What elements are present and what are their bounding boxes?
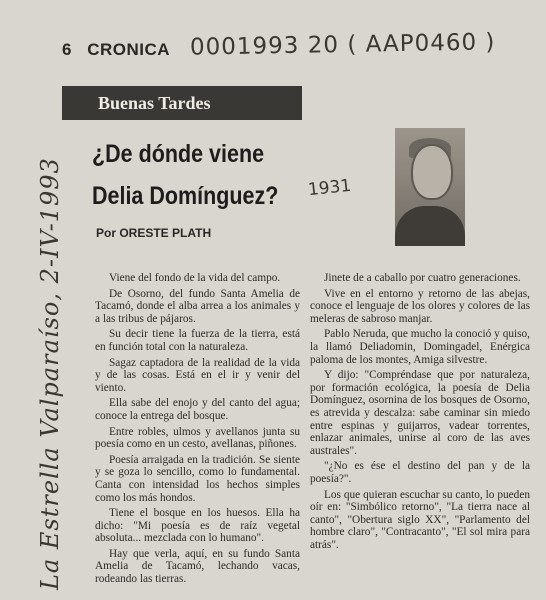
headline xyxy=(92,133,281,217)
section-name: CRONICA xyxy=(87,40,171,59)
headline-line-1: ¿De dónde viene xyxy=(92,140,265,168)
author-portrait xyxy=(395,128,465,246)
paragraph: Hay que verla, aquí, en su fundo Santa Amelia de Tacamó, lechando vacas, rodeando las tierras. xyxy=(95,547,300,586)
paragraph: Y dijo: "Compréndase que por naturaleza, por formación ecológica, la poesía de Delia Domínguez, osornina de los bosques de Osorno, es atrevida y descalza: sabe caminar sin miedo entre espinas y guijarros, vadear torrentes, enlazar animales, unirse al coro de las aves australes". xyxy=(310,369,530,457)
paragraph: Viene del fondo de la vida del campo. xyxy=(109,272,281,284)
paragraph: Jinete de a caballo por cuatro generaciones. xyxy=(324,272,521,284)
paragraph: Sagaz captadora de la realidad de la vida y de las cosas. Está en el ir y venir del viento. xyxy=(95,356,300,394)
article-column-1 xyxy=(95,272,300,589)
handwritten-year: 1931 xyxy=(307,175,353,201)
portrait-coat xyxy=(395,206,465,246)
article-column-2 xyxy=(310,272,530,554)
handwritten-archive-code: 0001993 20 ( AAP0460 ) xyxy=(189,29,496,61)
paragraph: Ella sabe del enojo y del canto del agua; conoce la entrega del bosque. xyxy=(95,397,300,422)
headline-line-2: Delia Domínguez? xyxy=(92,182,279,210)
portrait-face xyxy=(411,144,453,200)
column-banner: Buenas Tardes xyxy=(62,86,302,120)
handwritten-margin-note: La Estrella Valparaíso, 2-IV-1993 xyxy=(36,157,64,590)
byline: Por ORESTE PLATH xyxy=(96,226,212,240)
paragraph: Su decir tiene la fuerza de la tierra, está en función total con la naturaleza. xyxy=(95,328,300,353)
page-header xyxy=(62,40,170,60)
paragraph: Tiene el bosque en los huesos. Ella ha dicho: "Mi poesía es de raíz vegetal absoluta... mezclada con lo humano". xyxy=(95,507,300,545)
paragraph: Vive en el entorno y retorno de las abejas, conoce el lenguaje de los olores y colores de las meleras de sabroso manjar. xyxy=(310,287,530,325)
page-number: 6 xyxy=(62,40,72,59)
paragraph: Pablo Neruda, que mucho la conoció y quiso, la llamó Deliadomin, Domingadel, Enérgica paloma de los montes, Amiga silvestre. xyxy=(310,328,530,366)
paragraph: De Osorno, del fundo Santa Amelia de Tacamó, donde el alba arrea a los animales y a las tribus de pájaros. xyxy=(95,287,300,325)
paragraph: Poesía arraigada en la tradición. Se siente y se goza lo sencillo, como lo fundamental. Canta con intensidad los hechos simples como los más hondos. xyxy=(95,453,300,504)
paragraph: Los que quieran escuchar su canto, lo pueden oír en: "Simbólico retorno", "La tierra nace al canto", "Obertura siglo XX", "Parlamento del hombre claro", "Contracanto", "El sol mira para atrás". xyxy=(310,488,530,551)
paragraph: "¿No es ése el destino del pan y de la poesía?". xyxy=(310,460,530,485)
paragraph: Entre robles, ulmos y avellanos junta su poesía como en un cesto, avellanas, piñones. xyxy=(95,425,300,451)
